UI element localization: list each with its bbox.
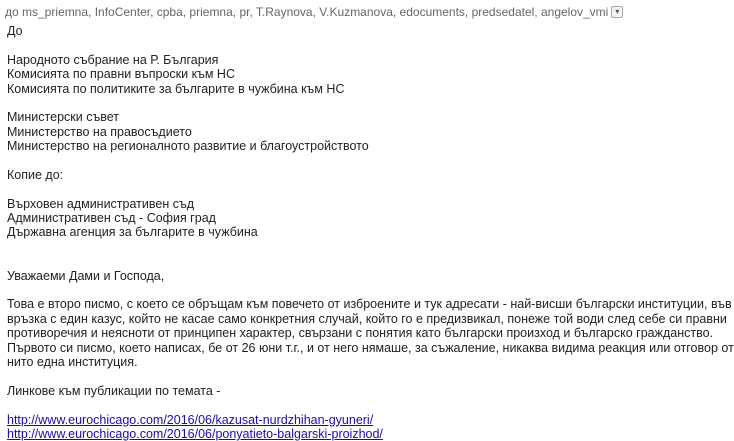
recipients-text: до ms_priemna, InfoCenter, cpba, priemna, pr, T.Raynova, V.Kuzmanova, edocuments, predsedatel, angelov_vmi: [5, 4, 609, 19]
paragraph-line: нито една институция.: [7, 355, 138, 369]
copy-recipient: Върховен административен съд: [7, 196, 195, 211]
addressee-line: Министерски съвет: [7, 110, 120, 125]
paragraph-line: Първото си писмо, което написах, бе от 26 юни т.г., и от него нямаше, за съжаление, никаква видима реакция или отговор от: [7, 340, 734, 355]
paragraph-line: връзка с един казус, който не касае само конкретния случай, който го е предизвикал, понеже той води след себе си правни: [7, 311, 727, 326]
copy-recipient: Държавна агенция за българите в чужбина: [7, 225, 258, 240]
salutation: Уважаеми Дами и Господа,: [7, 268, 165, 283]
greeting-to: До: [7, 24, 23, 38]
copy-recipient: Административен съд - София град: [7, 211, 216, 226]
paragraph-line: Това е второ писмо, с което се обръщам към повечето от изброените и тук адресати - най-висши български институции, във: [7, 297, 732, 312]
addressee-line: Народното събрание на Р. България: [7, 52, 219, 67]
copy-label: Копие до:: [7, 167, 64, 182]
publication-link[interactable]: http://www.eurochicago.com/2016/06/ponyatieto-balgarski-proizhod/: [7, 426, 383, 441]
addressee-line: Министерство на правосъдието: [7, 124, 192, 139]
paragraph-line: противоречия и неясноти от принципен характер, свързани с понятия като български произход и българско гражданство.: [7, 326, 714, 341]
recipients-line: [5, 4, 645, 19]
addressee-line: Комисията по политиките за българите в чужбина към НС: [7, 81, 345, 96]
addressee-line: Комисията по правни въпроски към НС: [7, 67, 235, 82]
publication-link[interactable]: http://www.eurochicago.com/2016/06/kazusat-nurdzhihan-gyuneri/: [7, 412, 374, 427]
email-body: [7, 24, 734, 441]
addressee-line: Министерство на регионалното развитие и благоустройството: [7, 139, 369, 154]
links-label: Линкове към публикации по темата -: [7, 383, 221, 398]
chevron-down-icon[interactable]: ▾: [611, 6, 623, 18]
